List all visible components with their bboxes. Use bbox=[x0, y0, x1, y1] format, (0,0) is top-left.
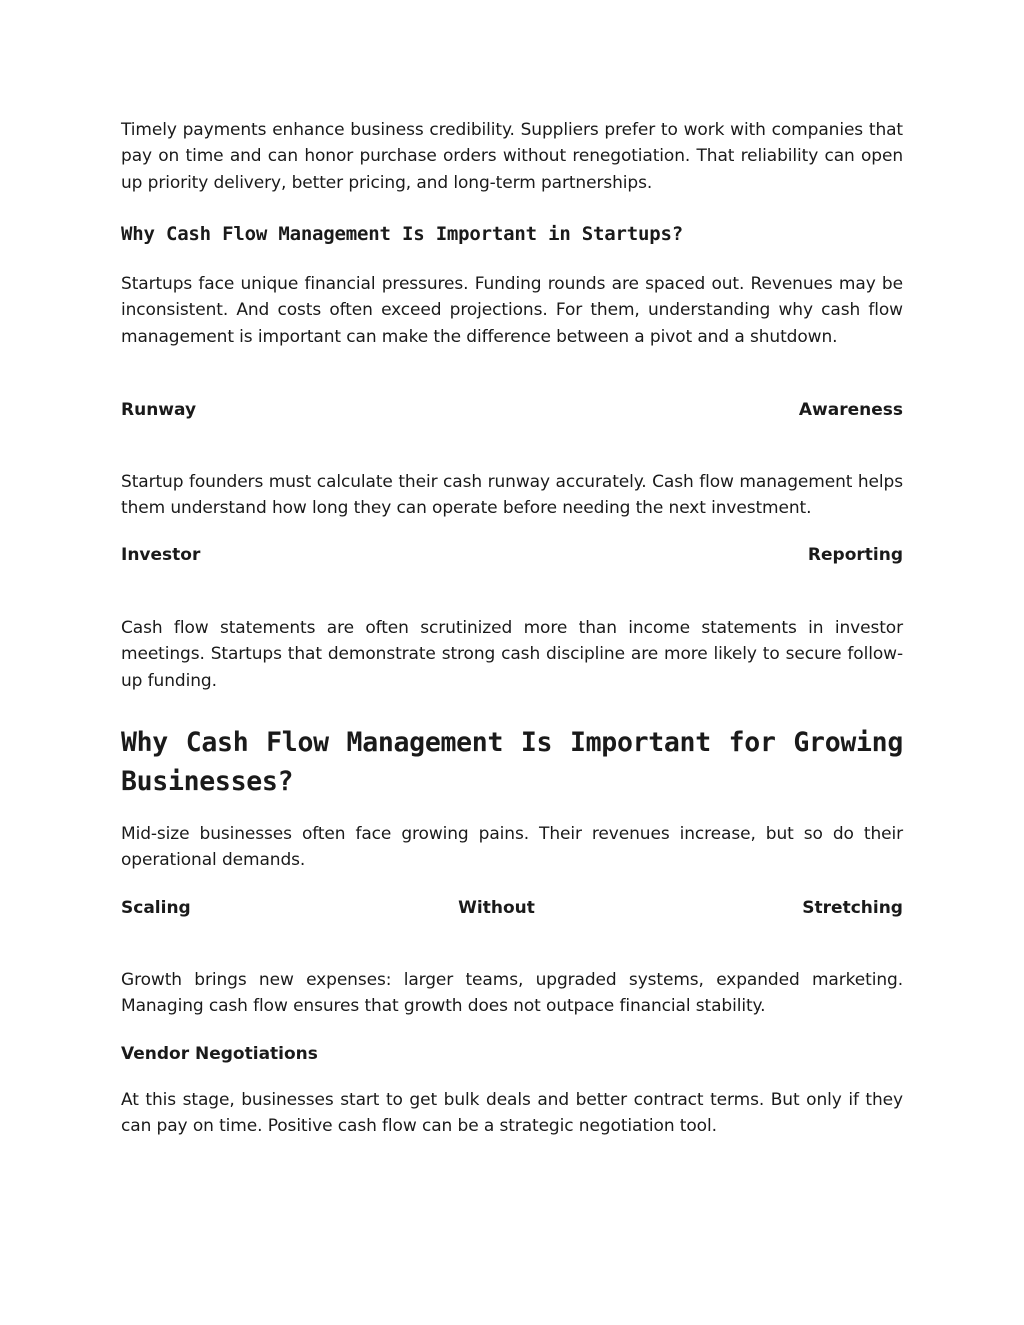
intro-paragraph: Timely payments enhance business credibility. Suppliers prefer to work with companies that pay on time and can honor purchase orders without renegotiation. That reliability can open up priority delivery, better pricing, and long-term partnerships. bbox=[121, 120, 903, 193]
investor-label-word-2: Reporting bbox=[807, 545, 903, 565]
vendor-label: Vendor Negotiations bbox=[121, 1044, 318, 1064]
scaling-label-word-1: Scaling bbox=[121, 898, 191, 918]
runway-label-word-2: Awareness bbox=[798, 400, 903, 420]
growing-heading: Why Cash Flow Management Is Important for Growing Businesses? bbox=[121, 727, 903, 797]
scaling-label-word-3: Stretching bbox=[802, 898, 903, 918]
investor-label-word-1: Investor bbox=[121, 545, 201, 565]
startups-paragraph: Startups face unique financial pressures. Funding rounds are spaced out. Revenues may be inconsistent. And costs often exceed projections. For them, understanding why cash flow management is important can make the difference between a pivot and a shutdown. bbox=[121, 274, 903, 347]
vendor-paragraph: At this stage, businesses start to get bulk deals and better contract terms. But only if they can pay on time. Positive cash flow can be a strategic negotiation tool. bbox=[121, 1090, 903, 1137]
scaling-label bbox=[121, 895, 903, 921]
runway-label-word-1: Runway bbox=[121, 400, 197, 420]
startups-heading: Why Cash Flow Management Is Important in Startups? bbox=[121, 223, 683, 245]
runway-paragraph: Startup founders must calculate their cash runway accurately. Cash flow management helps them understand how long they can operate before needing the next investment. bbox=[121, 472, 903, 519]
investor-reporting-label bbox=[121, 542, 903, 568]
scaling-label-word-2: Without bbox=[458, 898, 535, 918]
scaling-paragraph: Growth brings new expenses: larger teams, upgraded systems, expanded marketing. Managing cash flow ensures that growth does not outpace financial stability. bbox=[121, 970, 903, 1017]
growing-paragraph: Mid-size businesses often face growing pains. Their revenues increase, but so do their operational demands. bbox=[121, 824, 903, 871]
runway-awareness-label bbox=[121, 397, 903, 423]
investor-paragraph: Cash flow statements are often scrutinized more than income statements in investor meetings. Startups that demonstrate strong cash discipline are more likely to secure follow-up funding. bbox=[121, 618, 903, 691]
